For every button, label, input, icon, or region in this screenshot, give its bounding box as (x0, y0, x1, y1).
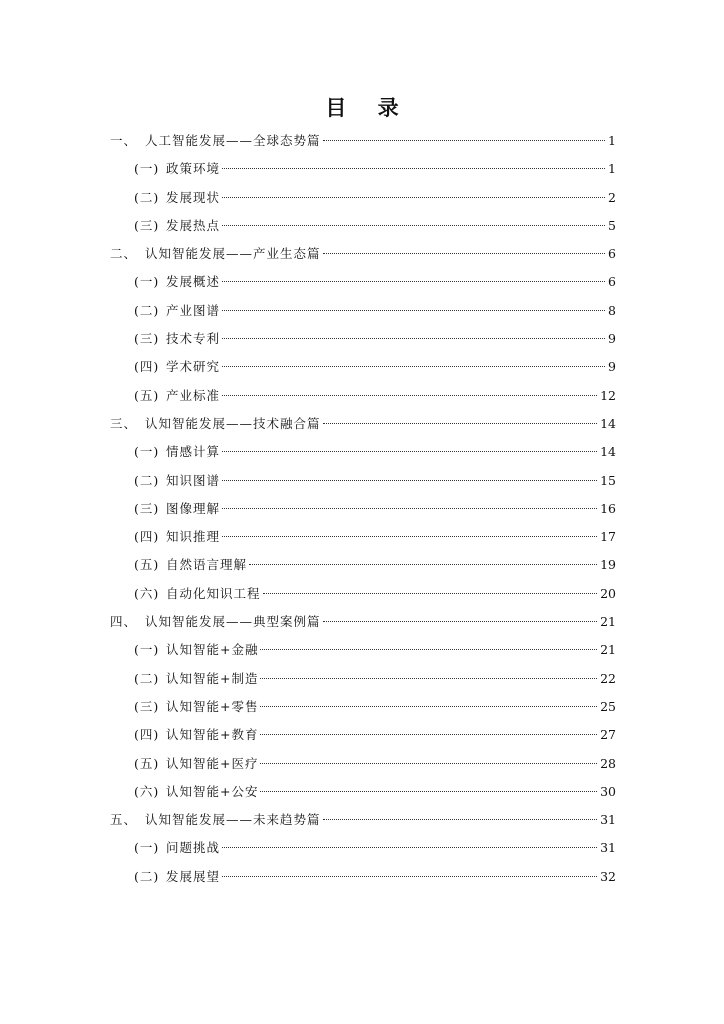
dot-leader (260, 649, 597, 650)
toc-entry[interactable] (110, 580, 616, 608)
dot-leader (260, 734, 597, 735)
toc-entry-page: 6 (608, 246, 616, 262)
toc-entry[interactable] (110, 693, 616, 721)
dot-leader (222, 395, 597, 396)
toc-entry[interactable] (110, 665, 616, 693)
toc-entry-label: 发展展望 (166, 868, 221, 884)
dot-leader (222, 366, 605, 367)
toc-entry[interactable] (110, 127, 616, 155)
toc-entry-page: 31 (600, 840, 616, 856)
dot-leader (222, 847, 597, 848)
toc-entry-number: (四) (134, 727, 160, 743)
toc-entry[interactable] (110, 155, 616, 183)
dot-leader (323, 253, 606, 254)
toc-entry-number: (四) (134, 359, 160, 375)
toc-entry-number: 五、 (110, 812, 138, 828)
dot-leader (222, 508, 597, 509)
toc-entry[interactable] (110, 325, 616, 353)
toc-entry-label: 情感计算 (166, 444, 221, 460)
toc-entry-label: 发展现状 (166, 189, 221, 205)
dot-leader (222, 338, 605, 339)
toc-entry-number: (三) (134, 331, 160, 347)
toc-entry[interactable] (110, 750, 616, 778)
toc-entry-number: (一) (134, 840, 160, 856)
toc-entry[interactable] (110, 608, 616, 636)
toc-entry-label: 政策环境 (166, 161, 221, 177)
toc-entry-page: 27 (600, 727, 616, 743)
toc-entry-label: 图像理解 (166, 500, 221, 516)
toc-entry-page: 9 (608, 359, 616, 375)
toc-entry-label: 认知智能+制造 (166, 670, 259, 686)
toc-entry-number: (五) (134, 755, 160, 771)
toc-entry[interactable] (110, 382, 616, 410)
toc-entry-number: (四) (134, 529, 160, 545)
toc-entry-label: 认知智能发展——产业生态篇 (145, 246, 321, 262)
toc-entry-page: 1 (608, 161, 616, 177)
dot-leader (222, 197, 605, 198)
toc-entry-page: 22 (600, 670, 616, 686)
toc-entry[interactable] (110, 863, 616, 891)
dot-leader (222, 536, 597, 537)
toc-entry[interactable] (110, 297, 616, 325)
toc-entry-label: 发展概述 (166, 274, 221, 290)
toc-entry-label: 技术专利 (166, 331, 221, 347)
toc-entry-page: 15 (600, 472, 616, 488)
toc-entry[interactable] (110, 778, 616, 806)
toc-entry-page: 21 (600, 642, 616, 658)
toc-entry-label: 发展热点 (166, 217, 221, 233)
dot-leader (323, 140, 606, 141)
dot-leader (222, 168, 605, 169)
toc-entry[interactable] (110, 353, 616, 381)
toc-entry-number: (二) (134, 189, 160, 205)
toc-entry-label: 知识图谱 (166, 472, 221, 488)
dot-leader (260, 706, 597, 707)
toc-entry[interactable] (110, 410, 616, 438)
toc-entry-label: 产业图谱 (166, 302, 221, 318)
toc-entry-label: 认知智能+零售 (166, 698, 259, 714)
dot-leader (222, 281, 605, 282)
dot-leader (323, 819, 598, 820)
toc-entry-page: 8 (608, 302, 616, 318)
toc-entry-number: 四、 (110, 614, 138, 630)
toc-entry[interactable] (110, 523, 616, 551)
toc-list (110, 127, 616, 891)
toc-entry-number: (二) (134, 670, 160, 686)
toc-entry-page: 25 (600, 698, 616, 714)
toc-entry-page: 6 (608, 274, 616, 290)
toc-entry-label: 认知智能+金融 (166, 642, 259, 658)
toc-entry-number: (一) (134, 444, 160, 460)
toc-entry-page: 20 (600, 585, 616, 601)
toc-entry[interactable] (110, 636, 616, 664)
toc-entry-number: (三) (134, 500, 160, 516)
toc-entry-number: (三) (134, 698, 160, 714)
toc-entry-number: (二) (134, 472, 160, 488)
toc-entry-label: 认知智能发展——技术融合篇 (145, 415, 321, 431)
dot-leader (222, 225, 605, 226)
toc-entry[interactable] (110, 551, 616, 579)
dot-leader (323, 621, 598, 622)
toc-entry-number: 一、 (110, 133, 138, 148)
toc-entry-page: 14 (600, 415, 616, 431)
dot-leader (222, 451, 597, 452)
dot-leader (222, 480, 597, 481)
toc-entry[interactable] (110, 212, 616, 240)
toc-entry-number: (一) (134, 642, 160, 658)
toc-entry-page: 21 (600, 614, 616, 630)
toc-entry-label: 问题挑战 (166, 840, 221, 856)
toc-entry-page: 32 (600, 868, 616, 884)
toc-entry-label: 认知智能+医疗 (166, 755, 259, 771)
toc-entry-label: 人工智能发展——全球态势篇 (145, 133, 321, 148)
toc-entry-page: 19 (600, 557, 616, 573)
toc-title: 目 录 (325, 96, 411, 120)
toc-entry-page: 17 (600, 529, 616, 545)
toc-entry-label: 认知智能+教育 (166, 727, 259, 743)
dot-leader (260, 678, 597, 679)
dot-leader (263, 593, 598, 594)
dot-leader (260, 791, 597, 792)
toc-entry[interactable] (110, 438, 616, 466)
toc-entry-label: 知识推理 (166, 529, 221, 545)
toc-entry-page: 9 (608, 331, 616, 347)
toc-entry-page: 30 (600, 783, 616, 799)
toc-entry-number: (二) (134, 868, 160, 884)
dot-leader (222, 310, 605, 311)
toc-entry[interactable] (110, 495, 616, 523)
dot-leader (222, 876, 597, 877)
toc-entry-page: 31 (600, 812, 616, 828)
toc-entry-label: 自动化知识工程 (166, 585, 261, 601)
toc-entry-page: 16 (600, 500, 616, 516)
toc-entry-number: 二、 (110, 246, 138, 262)
toc-entry-number: (六) (134, 585, 160, 601)
toc-entry-page: 28 (600, 755, 616, 771)
toc-entry-number: (一) (134, 274, 160, 290)
toc-entry[interactable] (110, 184, 616, 212)
toc-entry-label: 认知智能发展——典型案例篇 (145, 614, 321, 630)
toc-entry-number: (五) (134, 557, 160, 573)
toc-entry-page: 12 (600, 387, 616, 403)
toc-entry[interactable] (110, 721, 616, 749)
toc-entry[interactable] (110, 834, 616, 862)
toc-entry-number: (六) (134, 783, 160, 799)
toc-entry-number: (一) (134, 161, 160, 177)
toc-entry-number: 三、 (110, 415, 138, 431)
toc-entry-label: 自然语言理解 (166, 557, 248, 573)
dot-leader (249, 564, 597, 565)
toc-entry-page: 5 (608, 217, 616, 233)
dot-leader (323, 423, 598, 424)
toc-entry[interactable] (110, 467, 616, 495)
toc-entry[interactable] (110, 806, 616, 834)
toc-entry-page: 1 (608, 133, 616, 148)
toc-entry-number: (三) (134, 217, 160, 233)
dot-leader (260, 763, 597, 764)
toc-entry-label: 产业标准 (166, 387, 221, 403)
toc-entry[interactable] (110, 268, 616, 296)
toc-entry-page: 14 (600, 444, 616, 460)
toc-entry[interactable] (110, 240, 616, 268)
toc-entry-number: (二) (134, 302, 160, 318)
toc-entry-label: 认知智能+公安 (166, 783, 259, 799)
toc-entry-number: (五) (134, 387, 160, 403)
toc-entry-label: 学术研究 (166, 359, 221, 375)
toc-entry-page: 2 (608, 189, 616, 205)
toc-entry-label: 认知智能发展——未来趋势篇 (145, 812, 321, 828)
